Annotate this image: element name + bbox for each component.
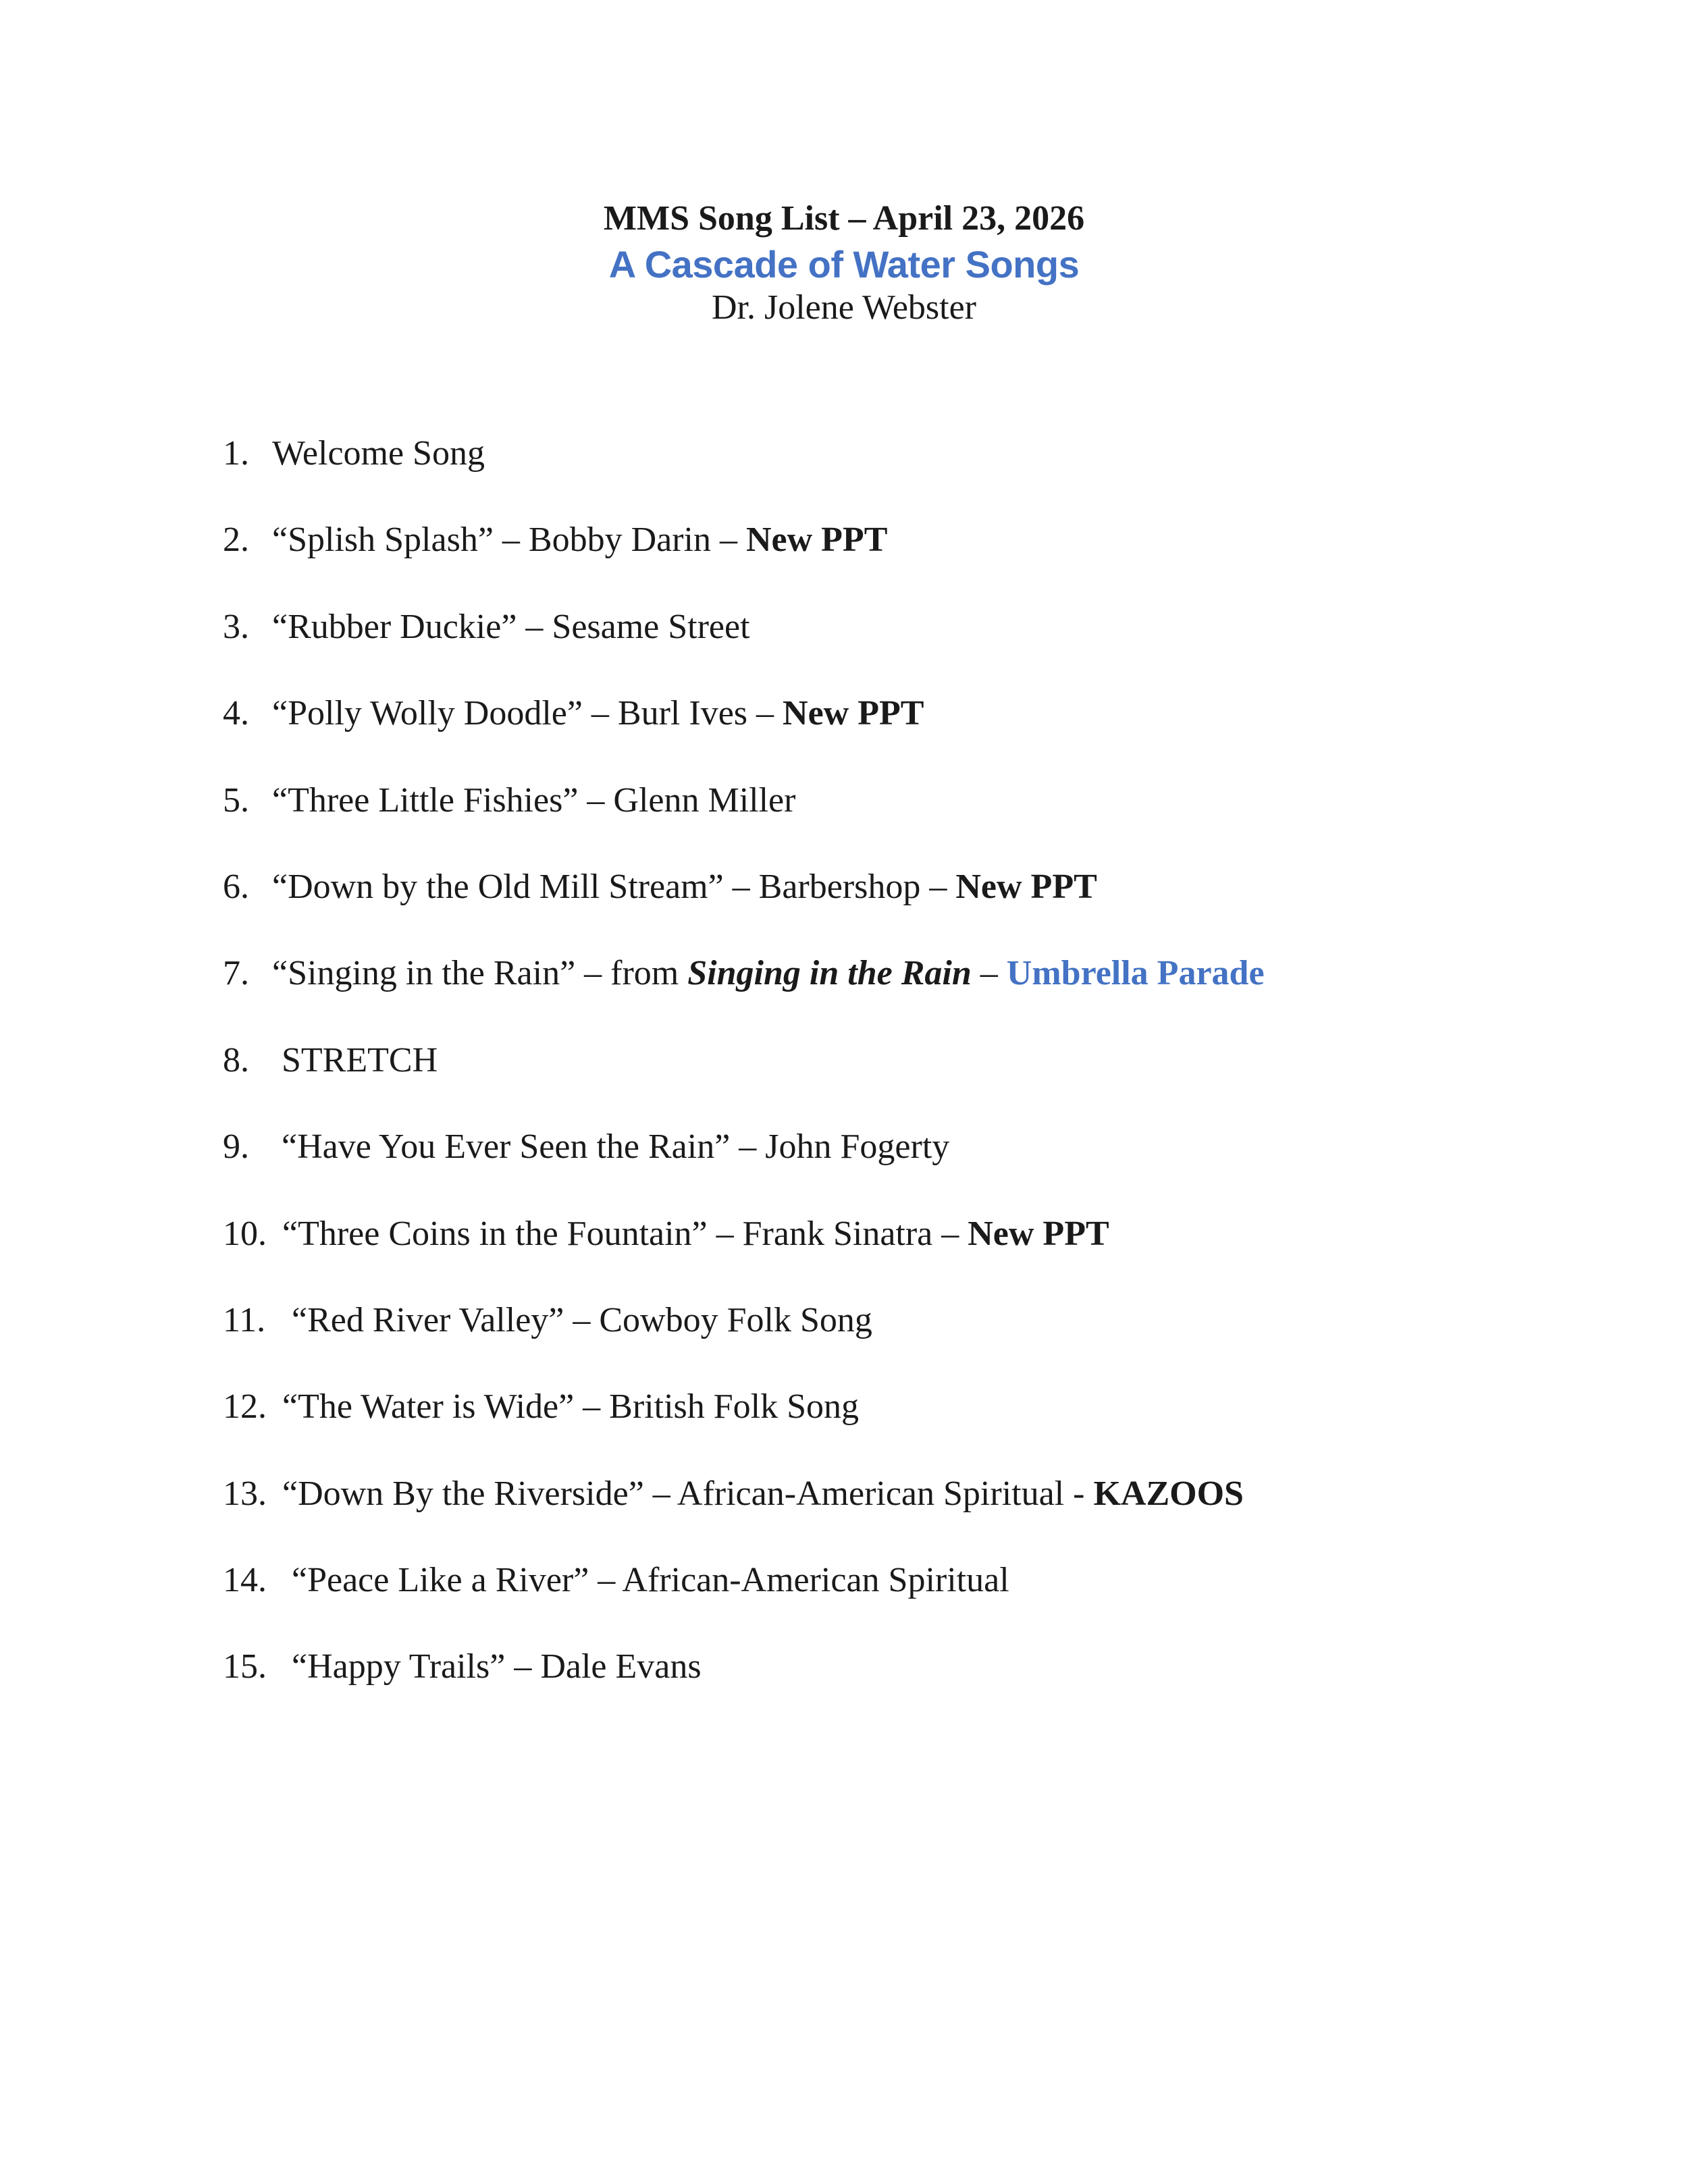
song-title: “Down By the Riverside” – African-American Spiritual - — [282, 1474, 1094, 1513]
song-tag: New PPT — [968, 1214, 1109, 1253]
song-number: 10. — [223, 1214, 267, 1253]
song-title: Welcome Song — [272, 434, 485, 473]
document-title: MMS Song List – April 23, 2026 — [603, 199, 1085, 238]
song-number: 7. — [223, 954, 249, 993]
song-tag: New PPT — [955, 867, 1097, 906]
song-number: 5. — [223, 780, 249, 820]
song-item — [223, 1472, 1506, 1559]
song-item — [223, 1125, 1506, 1212]
song-number: 6. — [223, 867, 249, 906]
song-item — [223, 432, 1506, 518]
song-title: “Splish Splash” – Bobby Darin – — [272, 521, 746, 560]
song-dash: – — [971, 954, 1007, 993]
song-item — [223, 779, 1506, 865]
song-title: “Happy Trails” – Dale Evans — [292, 1647, 702, 1686]
song-number: 14. — [223, 1561, 267, 1600]
song-title: “Three Coins in the Fountain” – Frank Sinatra – — [282, 1214, 968, 1253]
song-item — [223, 692, 1506, 778]
song-number: 3. — [223, 607, 249, 646]
song-tag: KAZOOS — [1093, 1474, 1244, 1513]
song-title: “Singing in the Rain” – from — [272, 954, 688, 993]
song-item — [223, 1299, 1506, 1385]
song-title: “Have You Ever Seen the Rain” – John Fogerty — [282, 1127, 950, 1167]
document-author: Dr. Jolene Webster — [712, 288, 976, 327]
song-title: “Polly Wolly Doodle” – Burl Ives – — [272, 694, 783, 733]
song-title: “Down by the Old Mill Stream” – Barbershop – — [272, 867, 956, 906]
song-item — [223, 1213, 1506, 1299]
song-number: 11. — [223, 1300, 266, 1339]
song-item — [223, 865, 1506, 952]
song-title: “Red River Valley” – Cowboy Folk Song — [292, 1300, 872, 1339]
song-number: 4. — [223, 694, 249, 733]
song-title: “The Water is Wide” – British Folk Song — [282, 1387, 860, 1427]
song-title: “Peace Like a River” – African-American Spiritual — [292, 1561, 1009, 1600]
song-item — [223, 606, 1506, 692]
song-number: 13. — [223, 1474, 267, 1513]
song-number: 2. — [223, 521, 249, 560]
song-item — [223, 1559, 1506, 1645]
song-list — [223, 432, 1506, 1732]
song-item — [223, 1039, 1506, 1125]
song-item — [223, 518, 1506, 605]
song-activity-tag: Umbrella Parade — [1006, 954, 1265, 993]
song-number: 8. — [223, 1040, 249, 1080]
song-title: “Three Little Fishies” – Glenn Miller — [272, 780, 796, 820]
song-item — [223, 1385, 1506, 1472]
song-source-italic: Singing in the Rain — [687, 954, 972, 993]
song-number: 12. — [223, 1387, 267, 1427]
song-item — [223, 1645, 1506, 1732]
song-number: 15. — [223, 1647, 267, 1686]
song-tag: New PPT — [745, 521, 888, 560]
song-number: 9. — [223, 1127, 249, 1167]
song-number: 1. — [223, 434, 249, 473]
song-item — [223, 952, 1506, 1038]
song-tag: New PPT — [783, 694, 924, 733]
song-title: “Rubber Duckie” – Sesame Street — [272, 607, 750, 646]
song-title: STRETCH — [282, 1040, 438, 1080]
document-subtitle: A Cascade of Water Songs — [608, 243, 1080, 286]
